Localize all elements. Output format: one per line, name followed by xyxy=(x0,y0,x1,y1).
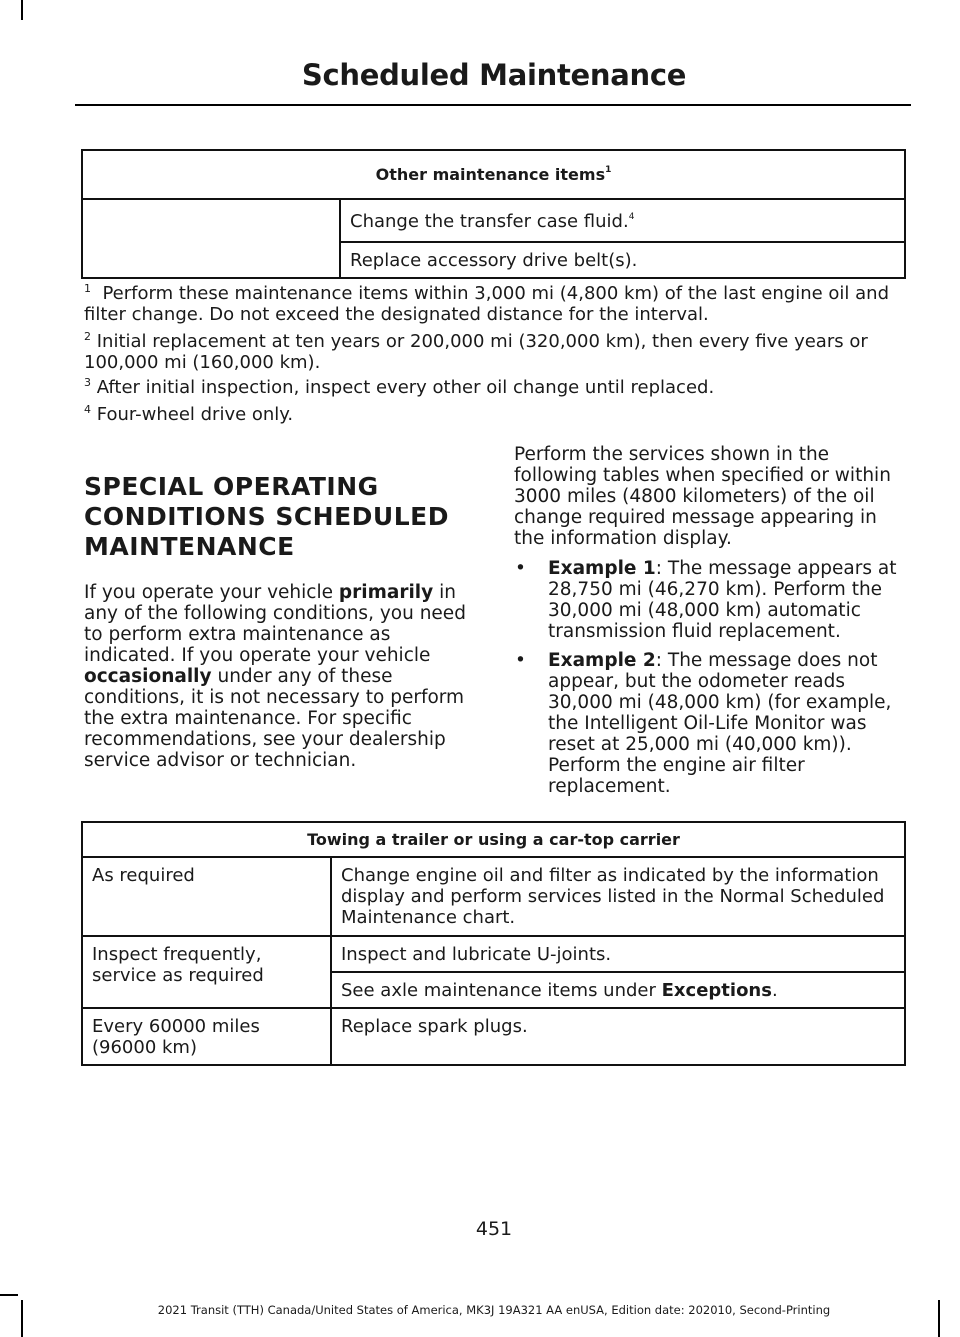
table-cell: Inspect frequently, service as required xyxy=(82,936,331,1008)
footnote-ref: 4 xyxy=(628,212,635,222)
footnote-1: $^1$ Perform these maintenance items within 3,000 mi (4,800 km) of the last engine oil and filter change. Do not exceed the designated distance for the interval. xyxy=(84,282,889,325)
header-divider xyxy=(75,104,911,106)
footnote-3: $^3$ After initial inspection, inspect every other oil change until replaced. xyxy=(84,376,715,398)
crop-mark-bottom-left xyxy=(0,1294,18,1296)
table-cell: Every 60000 miles (96000 km) xyxy=(82,1008,331,1065)
footnote-4: $^4$ Four-wheel drive only. xyxy=(84,403,294,425)
footnote-ref: 1 xyxy=(605,165,612,175)
section-heading: SPECIAL OPERATING CONDITIONS SCHEDULED MAINTENANCE xyxy=(84,472,449,561)
footnote-2: $^2$ Initial replacement at ten years or 200,000 mi (320,000 km), then every five years or 100,000 mi (160,000 km). xyxy=(84,330,868,373)
table-cell: See axle maintenance items under Exceptions. xyxy=(331,972,905,1008)
bullet-marker: • xyxy=(515,650,526,671)
intro-paragraph: If you operate your vehicle primarily in any of the following conditions, you need to perform extra maintenance as indicated. If you operate your vehicle occasionally under any of these conditions, it is not necessary to perform the extra maintenance. For specific recommendations, see your dealership service advisor or technician. xyxy=(84,582,466,771)
bullet-marker: • xyxy=(515,558,526,579)
other-maintenance-table xyxy=(81,149,906,279)
list-item: • Example 1: The message appears at 28,750 mi (46,270 km). Perform the 30,000 mi (48,000 km) automatic transmission fluid replacement. xyxy=(515,558,897,642)
table-row: Replace accessory drive belt(s). xyxy=(340,242,905,278)
page-title: Scheduled Maintenance xyxy=(301,58,687,92)
list-item: • Example 2: The message does not appear, but the odometer reads 30,000 mi (48,000 km) (for example, the Intelligent Oil-Life Monitor was reset at 25,000 mi (40,000 km)). Perform the engine air filter replacement. xyxy=(515,650,892,797)
table-header: Other maintenance items$^1$ xyxy=(82,150,905,199)
table-row: Change the transfer case fluid.$^4$ xyxy=(340,199,905,242)
services-paragraph: Perform the services shown in the following tables when specified or within 3000 miles (4800 kilometers) of the oil change required message appearing in the information display. xyxy=(514,444,891,549)
table-cell: Replace spark plugs. xyxy=(331,1008,905,1065)
empty-cell xyxy=(82,199,340,278)
towing-table xyxy=(81,821,906,1066)
table-header: Towing a trailer or using a car-top carrier xyxy=(82,822,905,857)
table-cell: As required xyxy=(82,857,331,936)
table-cell: Inspect and lubricate U-joints. xyxy=(331,936,905,972)
table-cell: Change engine oil and filter as indicated by the information display and perform services listed in the Normal Scheduled Maintenance chart. xyxy=(331,857,905,936)
page-number: 451 xyxy=(475,1218,513,1240)
footer-edition: 2021 Transit (TTH) Canada/United States of America, MK3J 19A321 AA enUSA, Edition date: 202010, Second-Printing xyxy=(157,1303,831,1317)
crop-mark-top-left xyxy=(21,0,23,20)
